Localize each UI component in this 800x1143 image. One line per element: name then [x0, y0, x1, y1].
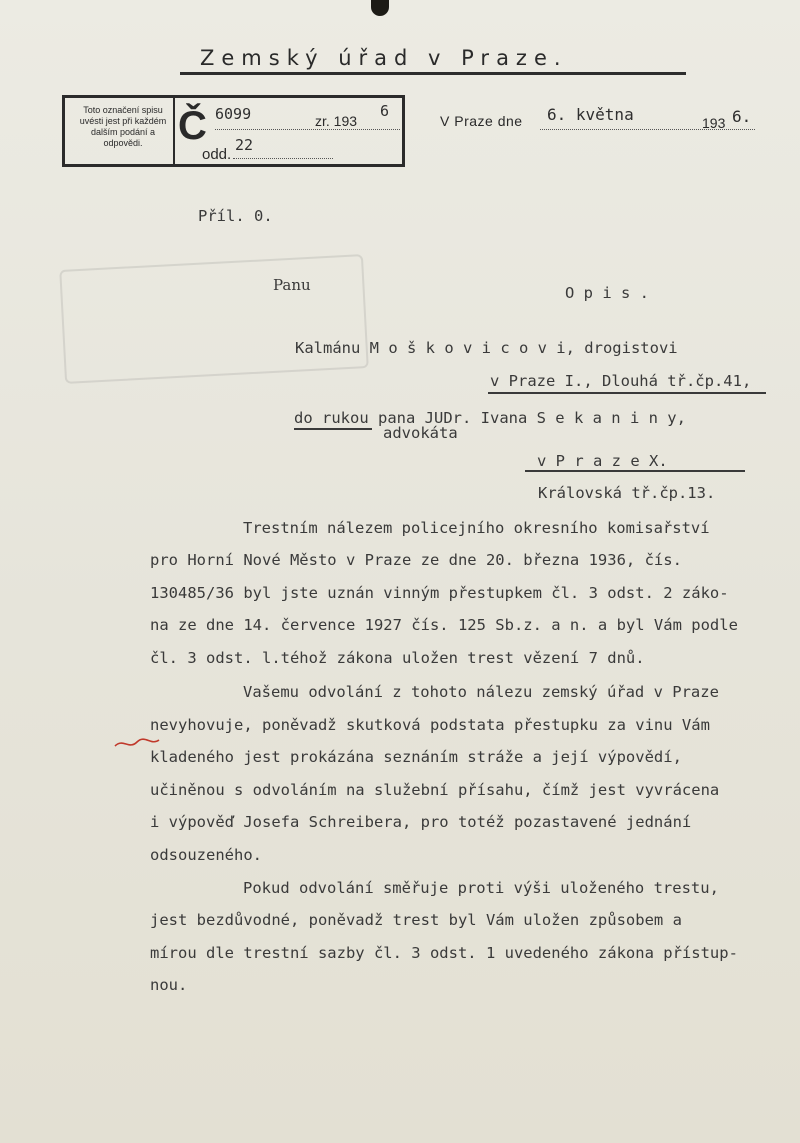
- reference-number: 6099: [215, 105, 252, 123]
- body-line-9: učiněnou s odvoláním na služební přísahu, čímž jest vyvrácena: [150, 781, 720, 799]
- year-digit: 6: [380, 102, 390, 120]
- body-line-11: odsouzeného.: [150, 846, 262, 864]
- recipient-street: Královská tř.čp.13.: [538, 484, 716, 502]
- body-line-1: Trestním nálezem policejního okresního komisařství: [243, 519, 710, 537]
- body-line-3: 130485/36 byl jste uznán vinným přestupkem čl. 3 odst. 2 záko-: [150, 584, 729, 602]
- reference-box: [62, 95, 405, 167]
- recipient-address: v Praze I., Dlouhá tř.čp.41,: [490, 372, 752, 390]
- attn-role: advokáta: [383, 424, 458, 442]
- faded-stamp: [59, 254, 369, 384]
- date-year-label: 193: [702, 115, 726, 131]
- date-rule: [540, 129, 755, 130]
- attn-name: pana JUDr. Ivana S e k a n i n y,: [378, 409, 686, 427]
- attachment-line: Příl. 0.: [198, 207, 273, 225]
- attn-underline: [294, 428, 372, 430]
- body-line-6: Vašemu odvolání z tohoto nálezu zemský úřad v Praze: [243, 683, 719, 701]
- body-line-10: i výpověď Josefa Schreibera, pro totéž pozastavené jednání: [150, 813, 692, 831]
- reference-note: Toto označení spisu uvésti jest při každém dalším podání a odpovědi.: [79, 105, 167, 148]
- reference-letter: Č: [178, 104, 207, 148]
- body-line-13: jest bezdůvodné, poněvadž trest byl Vám uložen způsobem a: [150, 911, 682, 929]
- title-rule: [180, 72, 686, 75]
- number-rule: [215, 129, 400, 130]
- body-line-15: nou.: [150, 976, 188, 994]
- odd-value: 22: [235, 136, 254, 154]
- odd-label: odd.: [202, 146, 232, 163]
- copy-label: O p i s .: [565, 284, 649, 302]
- box-divider: [173, 98, 175, 164]
- attn-label: do rukou: [294, 409, 369, 427]
- attn-line: [294, 409, 686, 427]
- recipient-name: [295, 339, 678, 357]
- city-underline: [525, 470, 745, 472]
- year-label: zr. 193: [315, 113, 358, 129]
- body-line-12: Pokud odvolání směřuje proti výši uloženého trestu,: [243, 879, 719, 897]
- body-line-5: čl. 3 odst. l.téhož zákona uložen trest vězení 7 dnů.: [150, 649, 645, 667]
- recipient-first-name: Kalmánu: [295, 339, 361, 357]
- punch-hole: [371, 0, 389, 16]
- salutation: Panu: [273, 276, 311, 294]
- body-line-14: mírou dle trestní sazby čl. 3 odst. 1 uvedeného zákona přístup-: [150, 944, 738, 962]
- body-line-4: na ze dne 14. července 1927 čís. 125 Sb.z. a n. a byl Vám podle: [150, 616, 738, 634]
- date-line: [440, 113, 523, 129]
- body-line-2: pro Horní Nové Město v Praze ze dne 20. března 1936, čís.: [150, 551, 682, 569]
- recipient-city: v P r a z e X.: [537, 452, 668, 470]
- date-prefix: V Praze dne: [440, 113, 523, 129]
- date-year-digit: 6.: [732, 107, 752, 126]
- date-value: 6. května: [547, 105, 634, 124]
- recipient-surname: M o š k o v i c o v i, drogistovi: [369, 339, 678, 357]
- red-pencil-mark: [113, 730, 161, 752]
- office-title: Zemský úřad v Praze.: [200, 46, 568, 70]
- address-underline: [488, 392, 766, 394]
- body-line-7: nevyhovuje, poněvadž skutková podstata přestupku za vinu Vám: [150, 716, 710, 734]
- odd-rule: [233, 158, 333, 159]
- body-line-8: kladeného jest prokázána seznáním stráže a její výpovědí,: [150, 748, 682, 766]
